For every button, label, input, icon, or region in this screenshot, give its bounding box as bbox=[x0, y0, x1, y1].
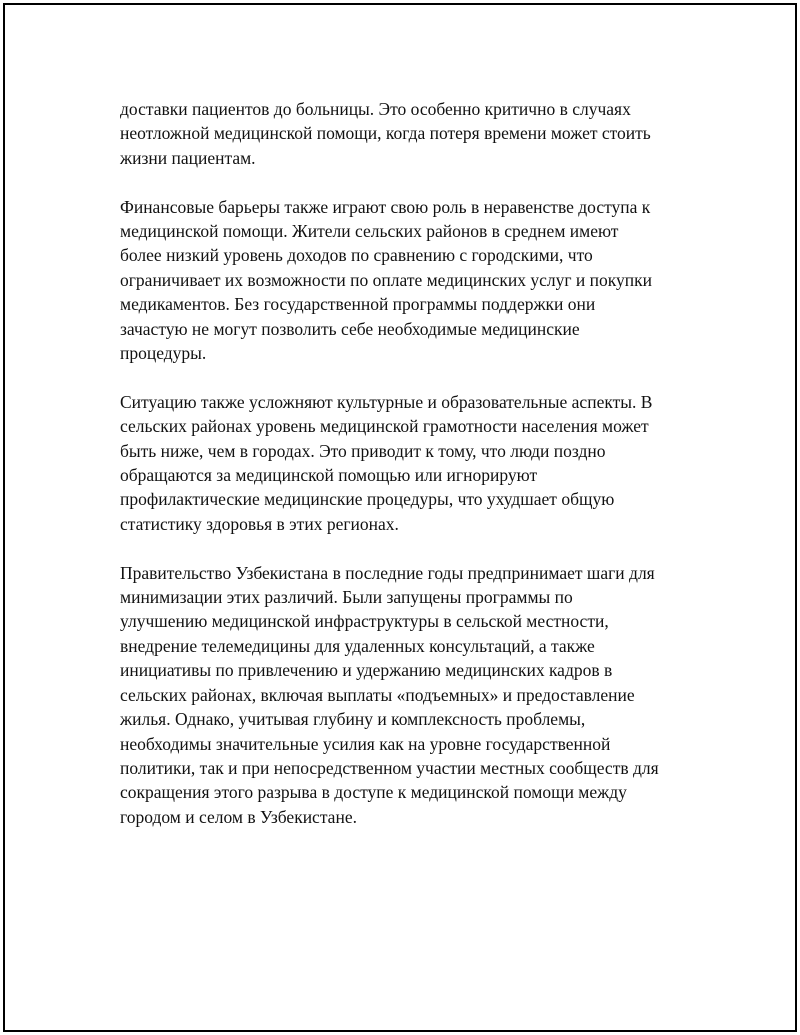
text-line: сельских районах, включая выплаты «подъемных» и предоставление bbox=[120, 684, 635, 705]
text-line: ограничивает их возможности по оплате медицинских услуг и покупки bbox=[120, 269, 652, 290]
text-line: жилья. Однако, учитывая глубину и комплексность проблемы, bbox=[120, 709, 586, 730]
paragraph-1 bbox=[120, 97, 690, 170]
document-body bbox=[120, 97, 690, 854]
text-line: зачастую не могут позволить себе необходимые медицинские bbox=[120, 318, 580, 339]
text-line: профилактические медицинские процедуры, что ухудшает общую bbox=[120, 489, 615, 510]
text-line: сокращения этого разрыва в доступе к медицинской помощи между bbox=[120, 782, 627, 803]
paragraph-3 bbox=[120, 390, 690, 536]
text-line: статистику здоровья в этих регионах. bbox=[120, 513, 399, 534]
document-page bbox=[3, 3, 797, 1032]
text-line: необходимы значительные усилия как на уровне государственной bbox=[120, 733, 611, 754]
text-line: доставки пациентов до больницы. Это особенно критично в случаях bbox=[120, 99, 631, 119]
text-line: улучшению медицинской инфраструктуры в сельской местности, bbox=[120, 611, 609, 632]
text-line: Финансовые барьеры также играют свою роль в неравенстве доступа к bbox=[120, 196, 651, 217]
text-line: медикаментов. Без государственной программы поддержки они bbox=[120, 294, 596, 315]
text-line: Правительство Узбекистана в последние годы предпринимает шаги для bbox=[120, 562, 655, 583]
text-line: политики, так и при непосредственном участии местных сообществ для bbox=[120, 757, 659, 778]
paragraph-2 bbox=[120, 195, 690, 366]
text-line: городом и селом в Узбекистане. bbox=[120, 806, 357, 827]
text-line: сельских районах уровень медицинской грамотности населения может bbox=[120, 416, 649, 437]
text-line: минимизации этих различий. Были запущены программы по bbox=[120, 587, 573, 608]
text-line: неотложной медицинской помощи, когда потеря времени может стоить bbox=[120, 123, 651, 144]
text-line: медицинской помощи. Жители сельских районов в среднем имеют bbox=[120, 221, 619, 242]
text-line: Ситуацию также усложняют культурные и образовательные аспекты. В bbox=[120, 391, 653, 412]
text-line: жизни пациентам. bbox=[120, 147, 256, 168]
text-line: инициативы по привлечению и удержанию медицинских кадров в bbox=[120, 660, 613, 681]
text-line: процедуры. bbox=[120, 343, 207, 364]
text-line: более низкий уровень доходов по сравнению с городскими, что bbox=[120, 245, 593, 266]
text-line: быть ниже, чем в городах. Это приводит к тому, что люди поздно bbox=[120, 440, 606, 461]
paragraph-4 bbox=[120, 561, 690, 829]
text-line: обращаются за медицинской помощью или игнорируют bbox=[120, 465, 538, 486]
text-line: внедрение телемедицины для удаленных консультаций, а также bbox=[120, 635, 595, 656]
